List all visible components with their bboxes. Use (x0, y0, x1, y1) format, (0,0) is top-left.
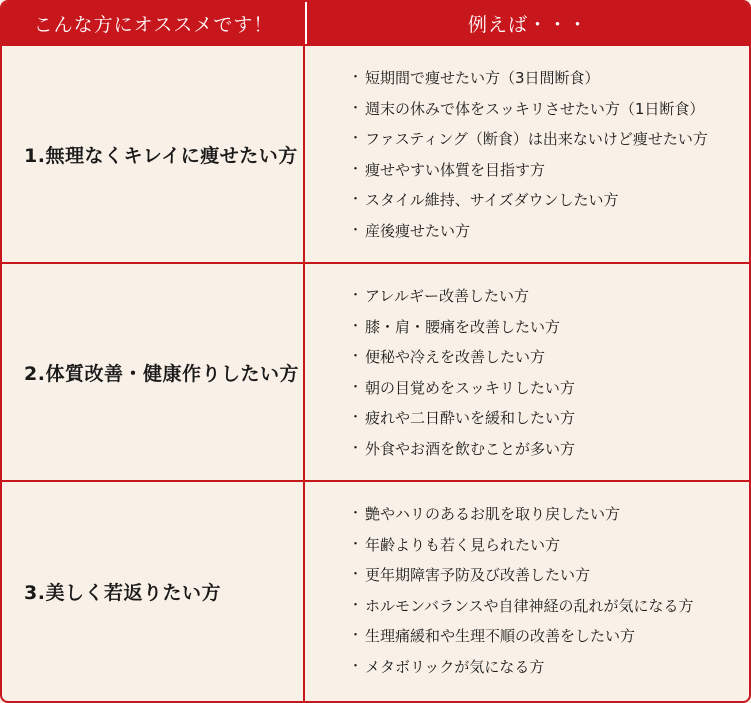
table-row (2, 44, 749, 262)
list-item-text: 膝・肩・腰痛を改善したい方 (365, 317, 561, 336)
list-item-text: 艶やハリのあるお肌を取り戻したい方 (365, 505, 621, 523)
example-list (305, 46, 749, 262)
category-title: 2.体質改善・健康作りしたい方 (2, 264, 305, 480)
header-recommended-for: こんな方にオススメです！ (2, 2, 307, 44)
table-row (2, 480, 749, 701)
bullet-icon: ・ (349, 100, 363, 116)
list-item (345, 621, 749, 652)
list-item-text: 短期間で痩せたい方（3日間断食） (365, 69, 600, 87)
table-header (2, 2, 749, 44)
list-item (345, 373, 749, 404)
bullet-icon: ・ (349, 506, 363, 521)
list-item-text: 年齢よりも若く見られたい方 (365, 535, 561, 554)
bullet-icon: ・ (349, 349, 363, 364)
list-item (345, 560, 749, 591)
list-item-text: ファスティング（断食）は出来ないけど痩せたい方 (365, 130, 708, 148)
bullet-icon: ・ (349, 440, 363, 456)
bullet-icon: ・ (349, 379, 363, 395)
list-item-text: 朝の目覚めをスッキリしたい方 (365, 378, 575, 397)
list-item (345, 652, 749, 683)
category-title: 3.美しく若返りたい方 (2, 482, 305, 701)
list-item (345, 591, 749, 622)
bullet-icon: ・ (349, 288, 363, 303)
list-item (345, 530, 749, 561)
list-item-text: アレルギー改善したい方 (365, 287, 530, 305)
bullet-icon: ・ (349, 222, 363, 238)
bullet-icon: ・ (349, 70, 363, 85)
bullet-icon: ・ (349, 410, 363, 425)
list-item-text: 疲れや二日酔いを緩和したい方 (365, 409, 576, 427)
bullet-icon: ・ (349, 658, 363, 674)
header-examples: 例えば・・・ (467, 13, 588, 36)
list-item-text: ホルモンバランスや自律神経の乱れが気になる方 (365, 596, 694, 615)
list-item (345, 312, 749, 343)
list-item-text: 生理痛緩和や生理不順の改善をしたい方 (365, 627, 636, 645)
list-item-text: 週末の休みで体をスッキリさせたい方（1日断食） (365, 99, 705, 118)
table-row (2, 262, 749, 480)
list-item-text: メタボリックが気になる方 (365, 657, 545, 676)
list-item (345, 403, 749, 434)
bullet-icon: ・ (349, 628, 363, 643)
list-item (345, 155, 749, 186)
list-item (345, 185, 749, 216)
list-item (345, 499, 749, 530)
list-item-text: 痩せやすい体質を目指す方 (365, 160, 546, 179)
list-item (345, 281, 749, 312)
bullet-icon: ・ (349, 161, 363, 177)
list-item (345, 124, 749, 155)
bullet-icon: ・ (349, 567, 363, 582)
list-item-text: 外食やお酒を飲むことが多い方 (365, 439, 576, 458)
bullet-icon: ・ (349, 318, 363, 334)
list-item (345, 342, 749, 373)
list-item (345, 216, 749, 247)
list-item-text: 便秘や冷えを改善したい方 (365, 348, 546, 366)
bullet-icon: ・ (349, 597, 363, 613)
bullet-icon: ・ (349, 131, 363, 146)
list-item-text: 産後痩せたい方 (365, 221, 471, 240)
list-item (345, 94, 749, 125)
example-list (305, 264, 749, 480)
category-title: 1.無理なくキレイに痩せたい方 (2, 46, 305, 262)
list-item (345, 63, 749, 94)
list-item (345, 434, 749, 465)
list-item-text: スタイル維持、サイズダウンしたい方 (365, 191, 619, 209)
bullet-icon: ・ (349, 536, 363, 552)
list-item-text: 更年期障害予防及び改善したい方 (365, 566, 591, 584)
bullet-icon: ・ (349, 192, 363, 207)
example-list (305, 482, 749, 701)
